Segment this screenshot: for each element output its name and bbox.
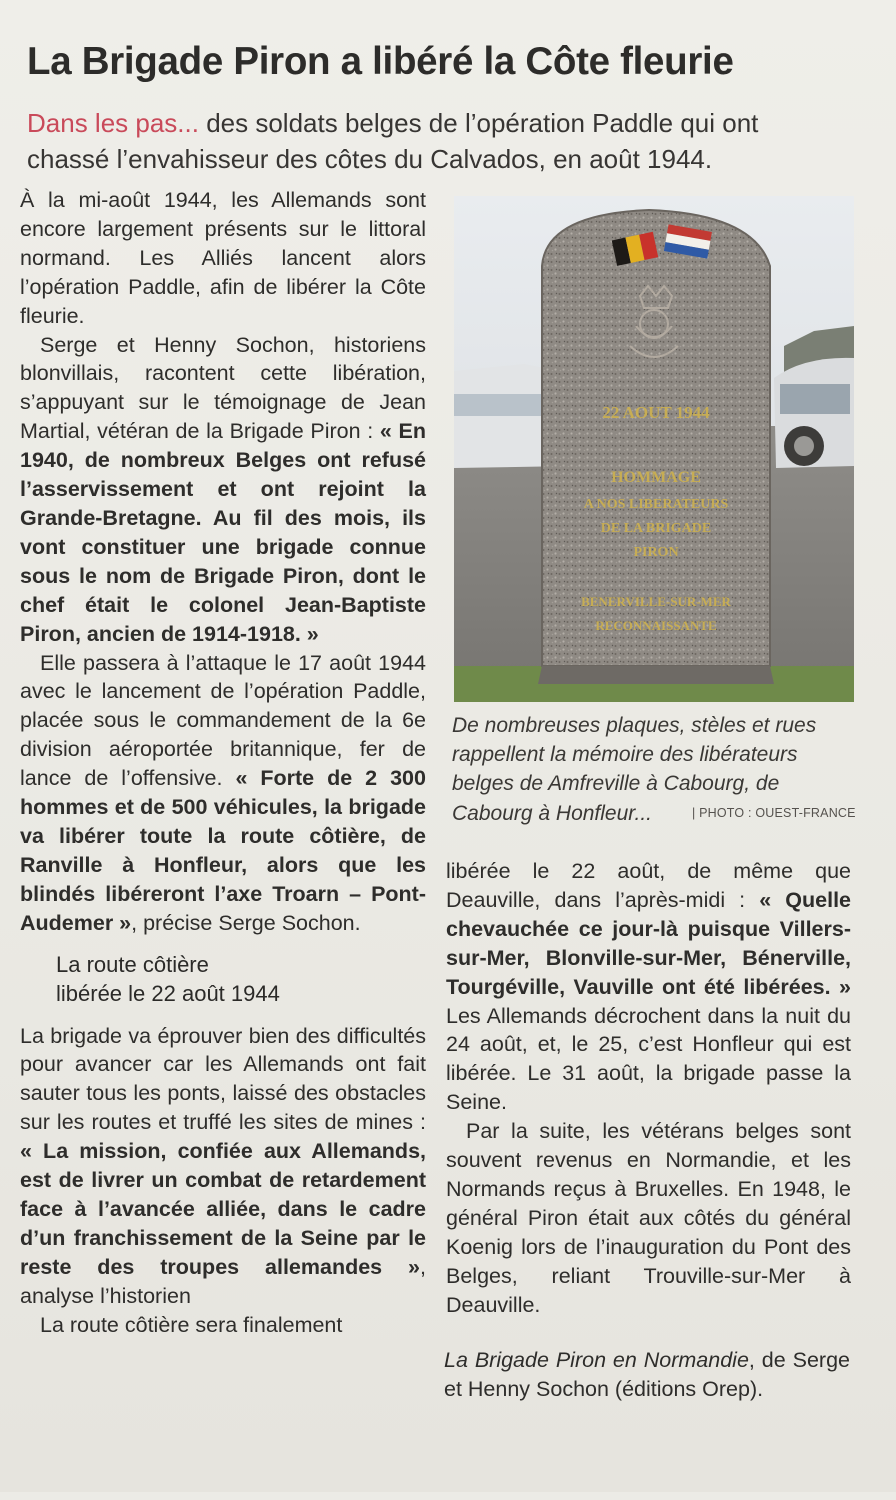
subheading-line-1: La route côtière [56,951,209,977]
paragraph-liberation-start: La route côtière sera finalement [40,1312,343,1337]
stele-line-date: 22 AOUT 1944 [602,403,710,422]
bleed-through-text [60,0,880,24]
quote-brigade-strength: « Forte de 2 300 hommes et de 500 véhicules, la brigade va libérer toute la route côtière, de Ranville à Honfleur, alors que les blindés libéreront l’axe Troarn – Pont-Audemer » [20,766,426,935]
standfirst [27,105,827,177]
bleed-through-text-bottom [420,1474,880,1500]
stele-line-brigade: DE LA BRIGADE [600,521,712,536]
paragraph-difficulties-end: , analyse l’historien [20,1254,426,1308]
photo-credit: | PHOTO : OUEST-FRANCE [692,806,856,820]
book-title: La Brigade Piron en Normandie [444,1348,749,1372]
quote-mission: « La mission, confiée aux Allemands, est de livrer un combat de retardement face à l’avancée alliée, dans le cadre d’un franchissement de la Seine par le reste des troupes allemandes » [20,1139,426,1279]
quote-veteran: « En 1940, de nombreux Belges ont refusé l’asservissement et ont rejoint la Grande-Bretagne. Au fil des mois, ils vont constituer une brigade connue sous le nom de Brigade Piron, dont le chef était le colonel Jean-Baptiste Piron, ancien de 1914-1918. » [20,419,427,646]
stele-line-benerville: BENERVILLE-SUR-MER [581,594,731,609]
paragraph-difficulties [20,1022,426,1311]
subheading [56,950,426,1008]
standfirst-kicker: Dans les pas... [27,108,199,138]
photo-caption: De nombreuses plaques, stèles et rues rappellent la mémoire des libérateurs belges de Amfreville à Cabourg, de Cabourg à Honfleur... [452,714,817,825]
paragraph-attack-end: , précise Serge Sochon. [131,910,361,935]
stele-photo [454,196,854,702]
paragraph-veterans: Par la suite, les vétérans belges sont souvent revenus en Normandie, et les Normands reçus à Bruxelles. En 1948, le général Piron était aux côtés du général Koenig lors de l’inauguration du Pont des Belges, reliant Trouville-sur-Mer à Deauville. [446,1119,851,1317]
paragraph-historians-text: Serge et Henny Sochon, historiens blonvillais, racontent cette libération, s’appuyant sur le témoignage de Jean Martial, vétéran de la Brigade Piron : [20,332,426,444]
paragraph-liberation-cont [446,857,851,1117]
stele-photo-drawing [454,196,854,702]
standfirst-text: des soldats belges de l’opération Paddle qui ont chassé l’envahisseur des côtes du Calvados, en août 1944. [27,108,759,174]
paragraph-difficulties-text: La brigade va éprouver bien des difficultés pour avancer car les Allemands ont fait sauter tous les ponts, laissé des obstacles sur les routes et truffé les sites de mines : [20,1023,426,1135]
left-column [20,186,426,1340]
subheading-line-2: libérée le 22 août 1944 [56,980,280,1006]
stele-line-piron: PIRON [633,545,679,560]
right-column [446,857,851,1320]
quote-ride: « Quelle chevauchée ce jour-là puisque Villers-sur-Mer, Blonville-sur-Mer, Bénerville, Tourgéville, Vauville ont été libérées. » [446,887,852,999]
paragraph-historians [20,331,426,649]
book-reference [444,1346,850,1404]
paragraph-liberation-cont-end: Les Allemands décrochent dans la nuit du 24 août, et, le 25, c’est Honfleur qui est libérée. Le 31 août, la brigade passe la Seine. [446,1003,851,1115]
paragraph-intro: À la mi-août 1944, les Allemands sont encore largement présents sur le littoral normand. Les Alliés lancent alors l’opération Paddle, afin de libérer la Côte fleurie. [20,188,426,328]
paragraph-attack [20,649,426,938]
stele-line-liberateurs: A NOS LIBERATEURS [583,497,729,512]
paragraph-liberation-cont-text: libérée le 22 août, de même que Deauville, dans l’après-midi : [446,859,851,912]
headline: La Brigade Piron a libéré la Côte fleurie [27,40,734,83]
paragraph-attack-text: Elle passera à l’attaque le 17 août 1944 avec le lancement de l’opération Paddle, placée sous le commandement de la 6e division aéroportée britannique, fer de lance de l’offensive. [20,650,426,791]
book-authors: , de Serge et Henny Sochon (éditions Orep). [444,1348,850,1401]
stele-line-reconnaissante: RECONNAISSANTE [595,618,717,633]
stele-line-hommage: HOMMAGE [611,469,701,486]
